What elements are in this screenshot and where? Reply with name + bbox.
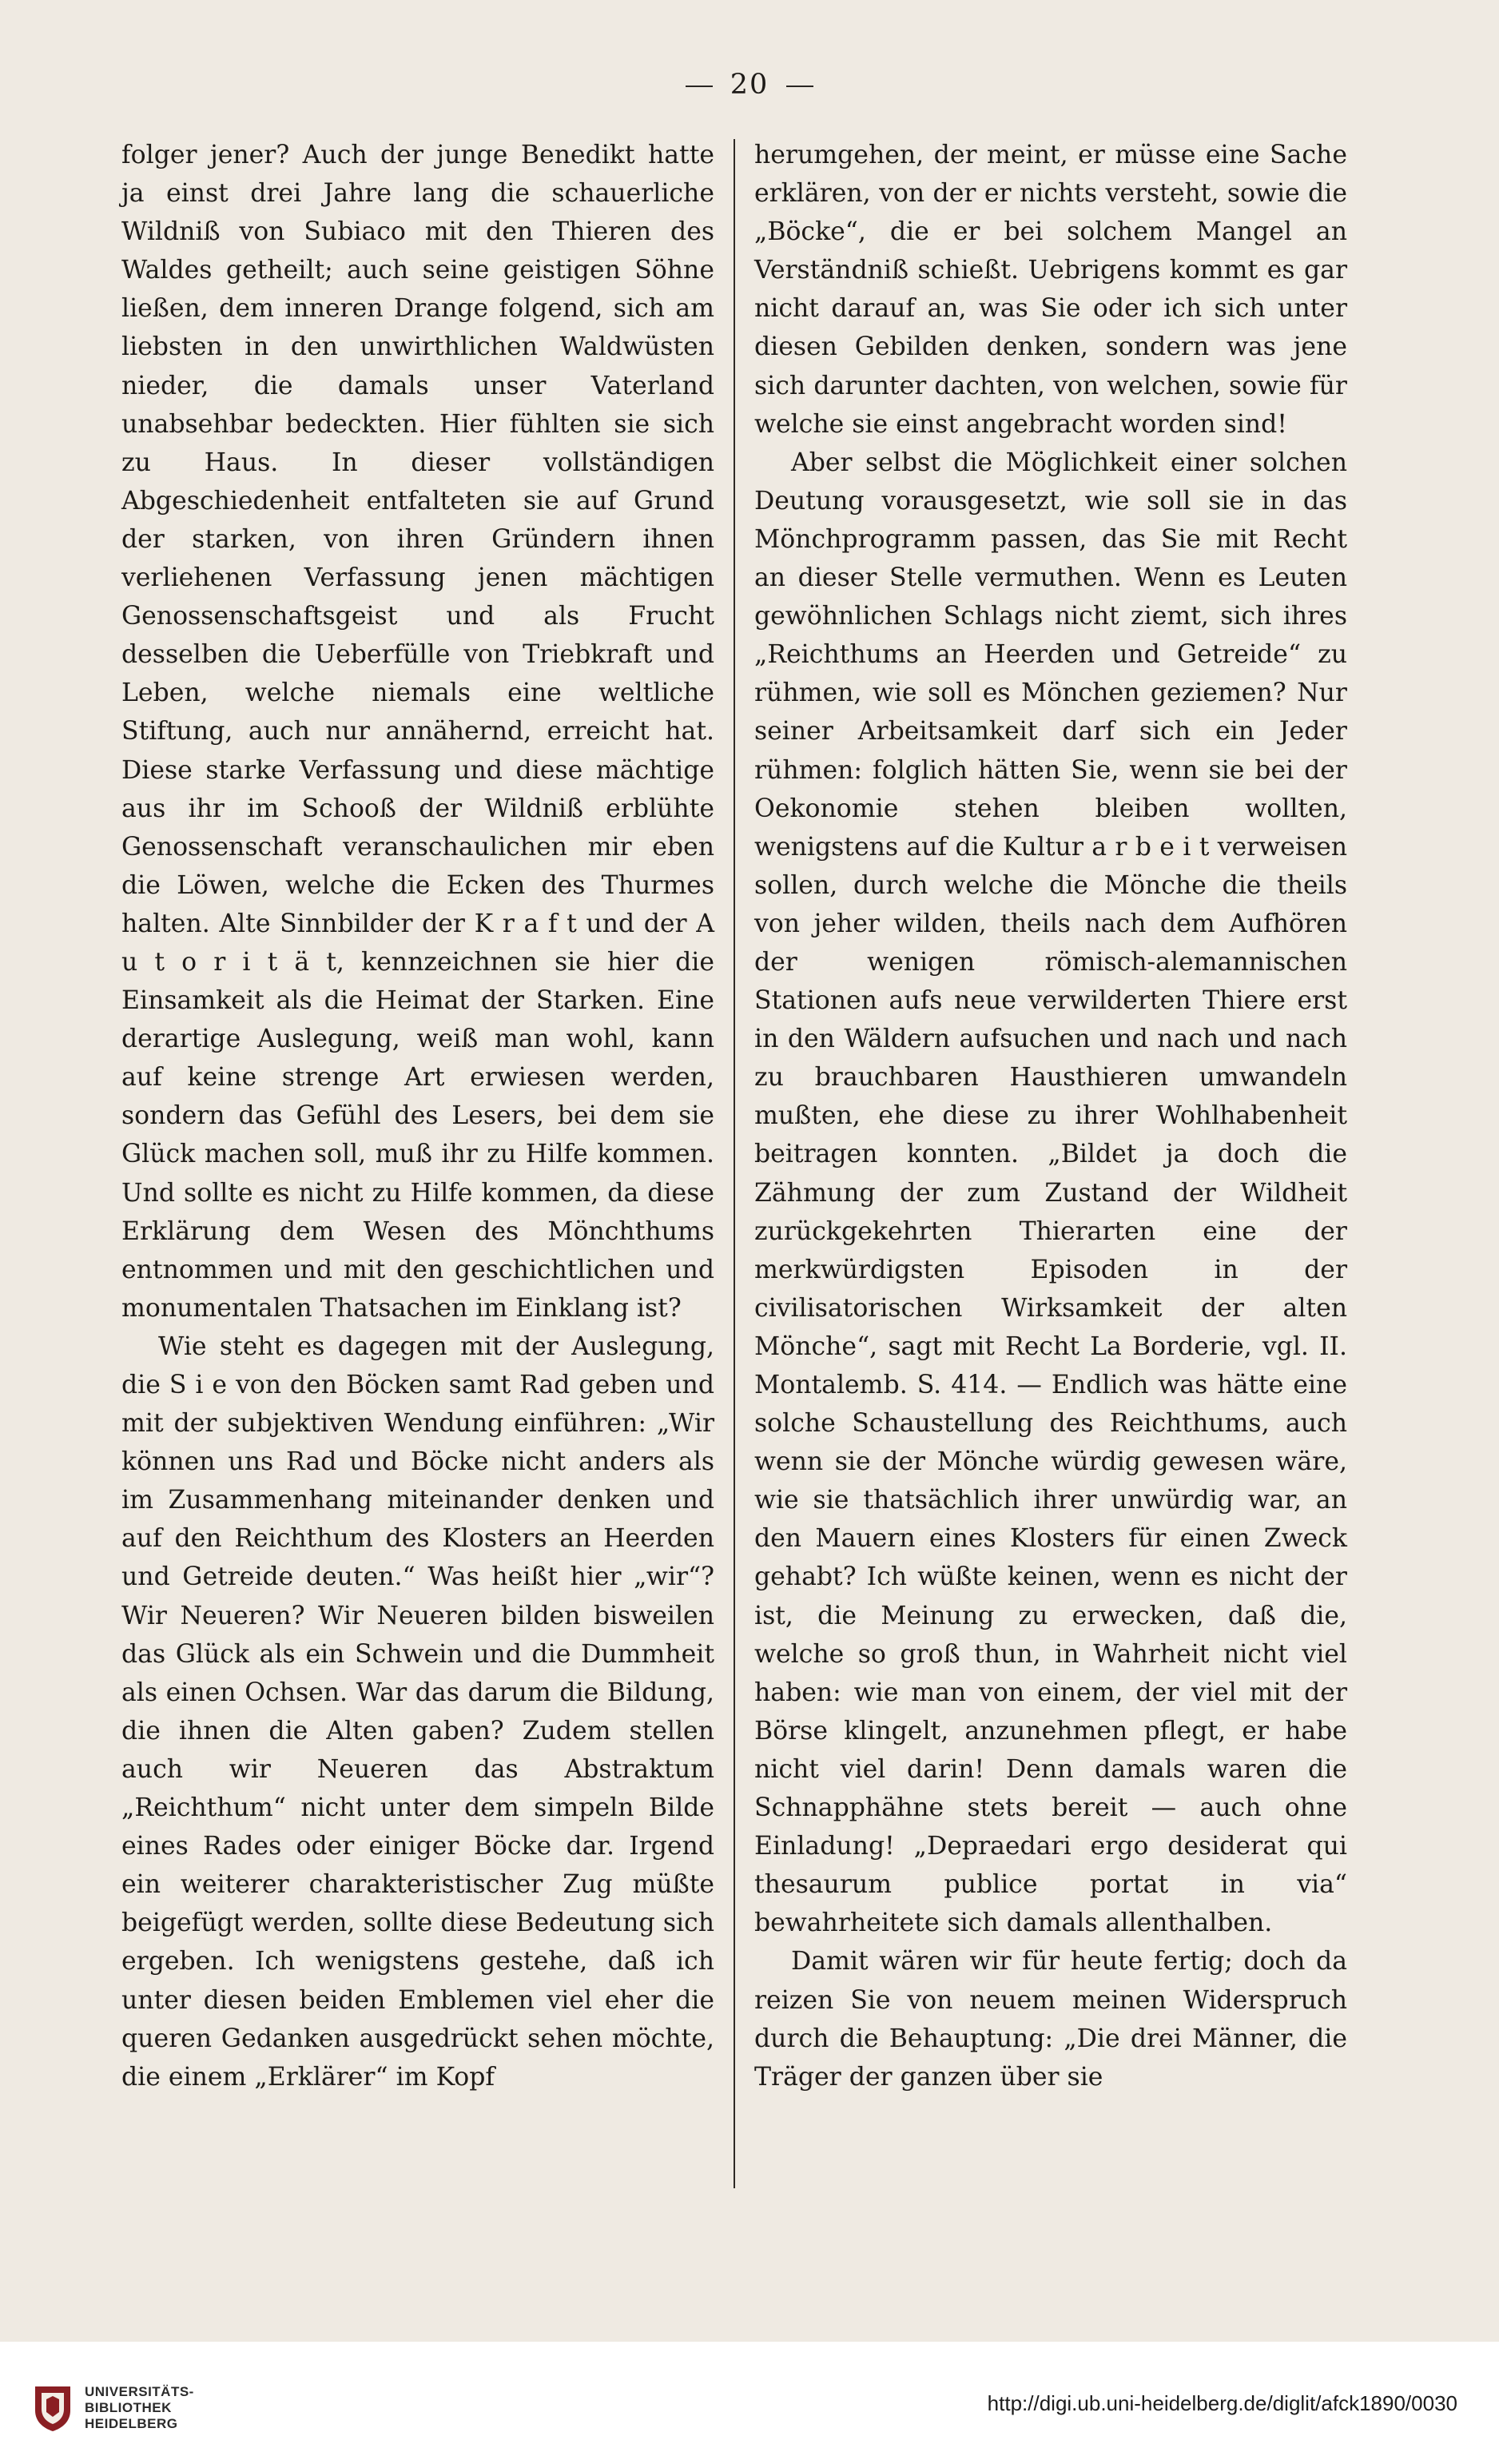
left-column — [121, 136, 714, 2096]
library-logo — [32, 2383, 194, 2433]
right-paragraph-2: Aber selbst die Möglichkeit einer solchen Deutung vorausgesetzt, wie soll sie in das Mönchprogramm passen, das Sie mit Recht an dieser Stelle vermuthen. Wenn es Leuten gewöhnlichen Schlags nicht ziemt, sich ihres „Reichthums an Heerden und Getreide“ zu rühmen, wie soll es Mönchen geziemen? Nur seiner Arbeitsamkeit darf sich ein Jeder rühmen: folglich hätten Sie, wenn sie bei der Oekonomie stehen bleiben wollten, wenigstens auf die Kultur a r b e i t verweisen sollen, durch welche die Mönche die theils von jeher wilden, theils nach dem Aufhören der wenigen römisch-alemannischen Stationen aufs neue verwilderten Thiere erst in den Wäldern aufsuchen und nach und nach zu brauchbaren Hausthieren umwandeln mußten, ehe diese zu ihrer Wohlhabenheit beitragen konnten. „Bildet ja doch die Zähmung der zum Zustand der Wildheit zurückgekehrten Thierarten eine der merkwürdigsten Episoden in der civilisatorischen Wirksamkeit der alten Mönche“, sagt mit Recht La Borderie, vgl. II. Montalemb. S. 414. — Endlich was hätte eine solche Schaustellung des Reichthums, auch wenn sie der Mönche würdig gewesen wäre, wie sie thatsächlich ihrer unwürdig war, an den Mauern eines Klosters für einen Zweck gehabt? Ich wüßte keinen, wenn es nicht der ist, die Meinung zu erwecken, daß die, welche so groß thun, in Wahrheit nicht viel haben: wie man von einem, der viel mit der Börse klingelt, anzunehmen pflegt, er habe nicht viel darin! Denn damals waren die Schnapphähne stets bereit — auch ohne Einladung! „Depraedari ergo desiderat qui thesaurum publice portat in via“ bewahrheitete sich damals allenthalben. — [754, 448, 1347, 1938]
right-column — [754, 136, 1347, 2096]
left-paragraph-1: folger jener? Auch der junge Benedikt hatte ja einst drei Jahre lang die schauerliche Wildniß von Subiaco mit den Thieren des Waldes getheilt; auch seine geistigen Söhne ließen, dem inneren Drange folgend, sich am liebsten in den unwirthlichen Waldwüsten nieder, die damals unser Vaterland unabsehbar bedeckten. Hier fühlten sie sich zu Haus. In dieser vollständigen Abgeschiedenheit entfalteten sie auf Grund der starken, von ihren Gründern ihnen verliehenen Verfassung jenen mächtigen Genossenschaftsgeist und als Frucht desselben die Ueberfülle von Triebkraft und Leben, welche niemals eine weltliche Stiftung, auch nur annähernd, erreicht hat. Diese starke Verfassung und diese mächtige aus ihr im Schooß der Wildniß erblühte Genossenschaft veranschaulichen mir eben die Löwen, welche die Ecken des Thurmes halten. Alte Sinnbilder der K r a f t und der A u t o r i t ä t, kennzeichnen sie hier die Einsamkeit als die Heimat der Starken. Eine derartige Auslegung, weiß man wohl, kann auf keine strenge Art erwiesen werden, sondern das Gefühl des Lesers, bei dem sie Glück machen soll, muß ihr zu Hilfe kommen. Und sollte es nicht zu Hilfe kommen, da diese Erklärung dem Wesen des Mönchthums entnommen und mit den geschichtlichen und monumentalen Thatsachen im Einklang ist? — [121, 141, 714, 1323]
library-name-line-3: HEIDELBERG — [85, 2416, 178, 2431]
library-name-line-1: UNIVERSITÄTS- — [85, 2384, 194, 2399]
footer-bar — [0, 2342, 1499, 2464]
left-paragraph-2: Wie steht es dagegen mit der Auslegung, die S i e von den Böcken samt Rad geben und mit der subjektiven Wendung einführen: „Wir können uns Rad und Böcke nicht anders als im Zusammenhang miteinander denken und auf den Reichthum des Klosters an Heerden und Getreide deuten.“ Was heißt hier „wir“? Wir Neueren? Wir Neueren bilden bisweilen das Glück als ein Schwein und die Dummheit als einen Ochsen. War das darum die Bildung, die ihnen die Alten gaben? Zudem stellen auch wir Neueren das Abstraktum „Reichthum“ nicht unter dem simpeln Bilde eines Rades oder einiger Böcke dar. Irgend ein weiterer charakteristischer Zug müßte beigefügt werden, sollte diese Bedeutung sich ergeben. Ich wenigstens gestehe, daß ich unter diesen beiden Emblemen viel eher die queren Gedanken ausgedrückt sehen möchte, die einem „Erklärer“ im Kopf — [121, 1332, 714, 2092]
header-dash-right — [786, 86, 813, 87]
right-paragraph-1: herumgehen, der meint, er müsse eine Sache erklären, von der er nichts versteht, sowie die „Böcke“, die er bei solchem Mangel an Verständniß schießt. Uebrigens kommt es gar nicht darauf an, was Sie oder ich sich unter diesen Gebilden denken, sondern was jene sich darunter dachten, von welchen, sowie für welche sie einst angebracht worden sind! — [754, 141, 1347, 439]
page-header — [0, 69, 1499, 101]
right-paragraph-3: Damit wären wir für heute fertig; doch da reizen Sie von neuem meinen Widerspruch durch die Behauptung: „Die drei Männer, die Träger der ganzen über sie — [754, 1947, 1347, 2092]
library-name-line-2: BIBLIOTHEK — [85, 2400, 172, 2415]
library-seal-icon — [32, 2383, 74, 2433]
column-divider — [734, 139, 735, 2188]
page-number: 20 — [730, 69, 769, 101]
source-url[interactable]: http://digi.ub.uni-heidelberg.de/diglit/afck1890/0030 — [987, 2391, 1457, 2415]
library-name — [85, 2384, 194, 2432]
header-dash-left — [686, 86, 713, 87]
